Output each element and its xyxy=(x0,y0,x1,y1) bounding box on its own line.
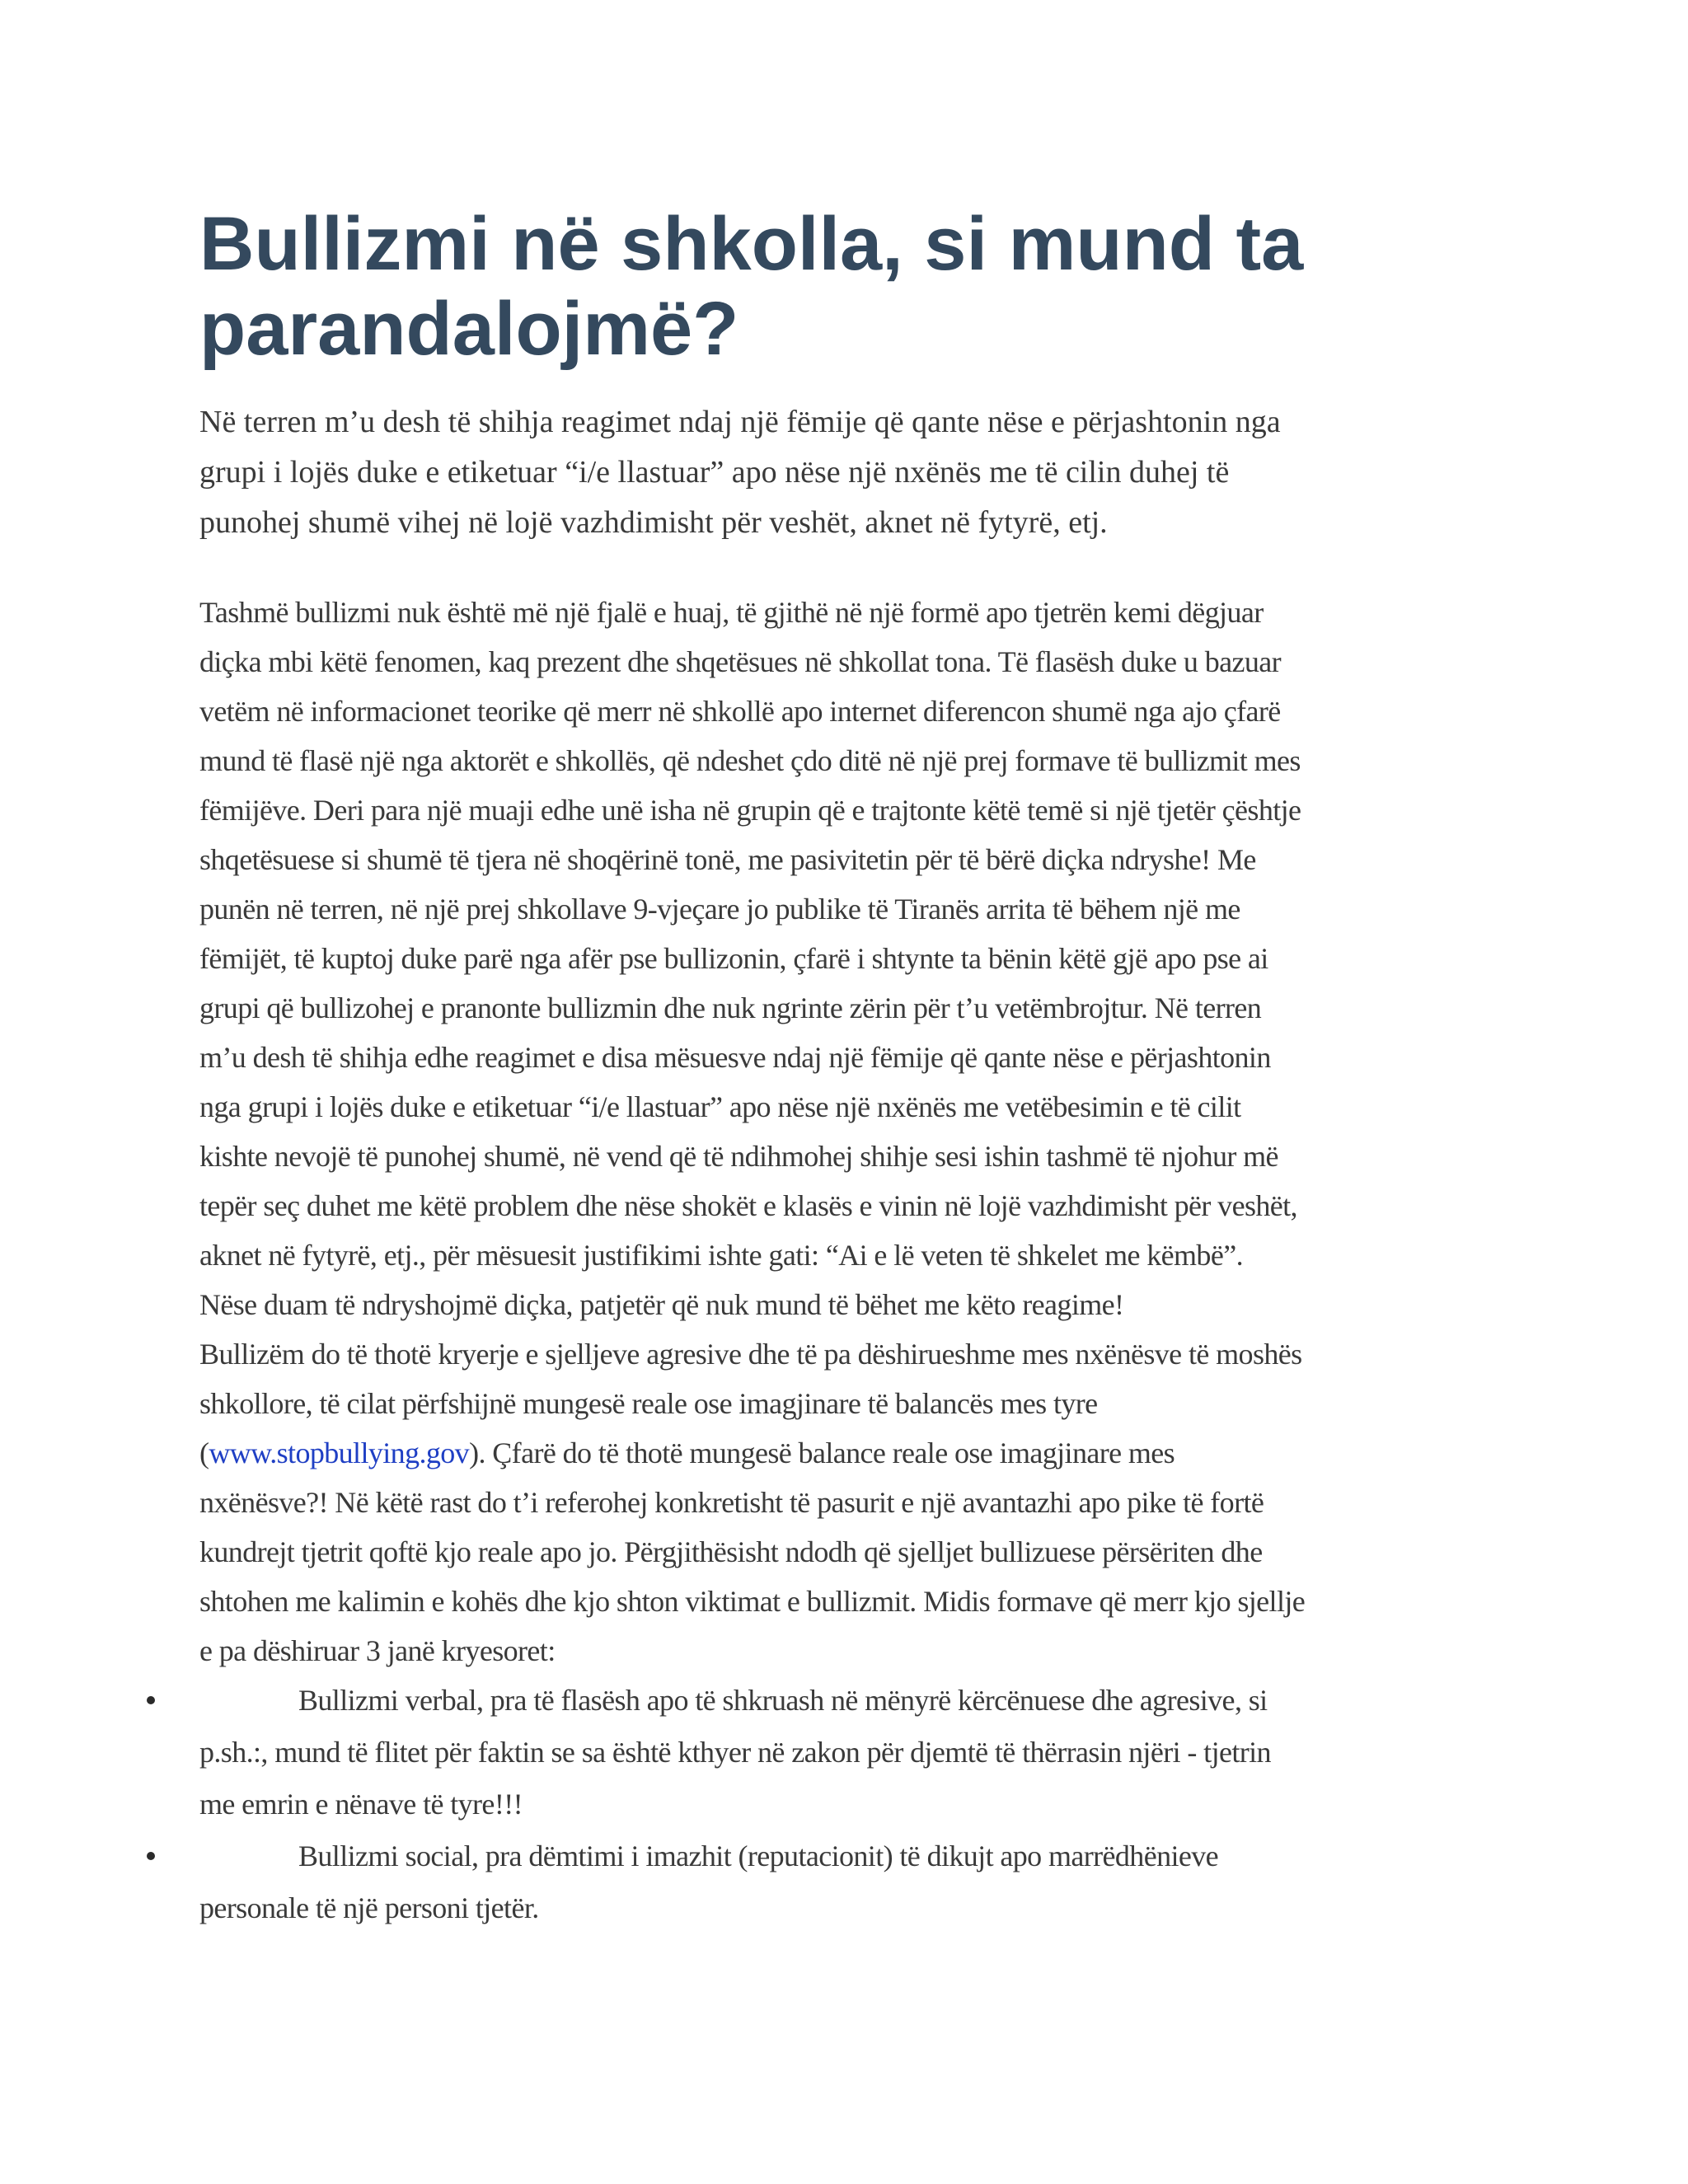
list-item xyxy=(199,1675,1485,1830)
body-line: diçka mbi këtë fenomen, kaq prezent dhe shqetësues në shkollat tona. Të flasësh duke u bazuar xyxy=(199,645,1282,678)
intro-line: grupi i lojës duke e etiketuar “i/e llastuar” apo nëse një nxënës me të cilin duhej të xyxy=(199,455,1230,490)
page-title: Bullizmi në shkolla, si mund ta parandalojmë? xyxy=(199,202,1304,371)
body-line: kishte nevojë të punohej shumë, në vend që të ndihmohej shihje sesi ishin tashmë të njohur më xyxy=(199,1140,1278,1173)
body-line-with-link xyxy=(199,1428,1485,1478)
body-line: grupi që bullizohej e pranonte bullizmin dhe nuk ngrinte zërin për t’u vetëmbrojtur. Në terren xyxy=(199,991,1262,1024)
body-line: vetëm në informacionet teorike që merr në shkollë apo internet diferencon shumë nga ajo çfarë xyxy=(199,695,1281,728)
open-paren: ( xyxy=(199,1436,209,1469)
list-item xyxy=(199,1830,1485,1934)
body-line: punën në terren, në një prej shkollave 9-vjeçare jo publike të Tiranës arrita të bëhem një me xyxy=(199,893,1240,926)
body-line: nga grupi i lojës duke e etiketuar “i/e llastuar” apo nëse një nxënës me vetëbesimin e të cilit xyxy=(199,1090,1241,1123)
intro-line: Në terren m’u desh të shihja reagimet ndaj një fëmije që qante nëse e përjashtonin nga xyxy=(199,405,1281,439)
body-line: Bullizëm do të thotë kryerje e sjelljeve agresive dhe të pa dëshirueshme mes nxënësve të moshës xyxy=(199,1338,1302,1371)
body-line: Nëse duam të ndryshojmë diçka, patjetër që nuk mund të bëhet me këto reagime! xyxy=(199,1288,1124,1321)
bullet-line: me emrin e nënave të tyre!!! xyxy=(199,1788,523,1821)
body-line: fëmijët, të kuptoj duke parë nga afër pse bullizonin, çfarë i shtynte ta bënin këtë gjë apo pse ai xyxy=(199,942,1268,975)
body-line: mund të flasë një nga aktorët e shkollës, që ndeshet çdo ditë në një prej formave të bullizmit mes xyxy=(199,744,1301,777)
bullet-dot-icon xyxy=(147,1852,155,1860)
body-line: shqetësuese si shumë të tjera në shoqërinë tonë, me pasivitetin për të bërë diçka ndryshe! Me xyxy=(199,843,1256,876)
body-line: e pa dëshiruar 3 janë kryesoret: xyxy=(199,1634,556,1667)
body-line: m’u desh të shihja edhe reagimet e disa mësuesve ndaj një fëmije që qante nëse e përjashtonin xyxy=(199,1041,1271,1074)
after-link-text: ). Çfarë do të thotë mungesë balance reale ose imagjinare mes xyxy=(469,1436,1175,1469)
bullet-dot-icon xyxy=(147,1696,155,1704)
body-line: kundrejt tjetrit qoftë kjo reale apo jo. Përgjithësisht ndodh që sjelljet bullizuese përsëriten dhe xyxy=(199,1535,1263,1568)
bullet-line: Bullizmi verbal, pra të flasësh apo të shkruash në mënyrë kërcënuese dhe agresive, si xyxy=(298,1684,1268,1717)
body-line: shkollore, të cilat përfshijnë mungesë reale ose imagjinare të balancës mes tyre xyxy=(199,1387,1098,1420)
bullet-list xyxy=(199,1675,1485,1934)
body-line: fëmijëve. Deri para një muaji edhe unë isha në grupin që e trajtonte këtë temë si një tjetër çështje xyxy=(199,794,1301,827)
body-line: aknet në fytyrë, etj., për mësuesit justifikimi ishte gati: “Ai e lë veten të shkelet me këmbë”. xyxy=(199,1239,1243,1272)
stopbullying-link[interactable]: www.stopbullying.gov xyxy=(209,1436,470,1469)
bullet-line: personale të një personi tjetër. xyxy=(199,1891,539,1924)
body-paragraph xyxy=(199,588,1485,1675)
intro-line: punohej shumë vihej në lojë vazhdimisht për veshët, aknet në fytyrë, etj. xyxy=(199,505,1108,540)
intro-paragraph xyxy=(199,397,1485,548)
body-line: nxënësve?! Në këtë rast do t’i referohej konkretisht të pasurit e një avantazhi apo pike të fortë xyxy=(199,1486,1264,1519)
bullet-line: Bullizmi social, pra dëmtimi i imazhit (reputacionit) të dikujt apo marrëdhënieve xyxy=(298,1840,1219,1872)
body-line: tepër seç duhet me këtë problem dhe nëse shokët e klasës e vinin në lojë vazhdimisht për veshët, xyxy=(199,1189,1297,1222)
body-line: shtohen me kalimin e kohës dhe kjo shton viktimat e bullizmit. Midis formave që merr kjo sjellje xyxy=(199,1585,1306,1618)
body-line: Tashmë bullizmi nuk është më një fjalë e huaj, të gjithë në një formë apo tjetrën kemi dëgjuar xyxy=(199,596,1264,629)
bullet-line: p.sh.:, mund të flitet për faktin se sa është kthyer në zakon për djemtë të thërrasin njëri - tjetrin xyxy=(199,1736,1271,1769)
